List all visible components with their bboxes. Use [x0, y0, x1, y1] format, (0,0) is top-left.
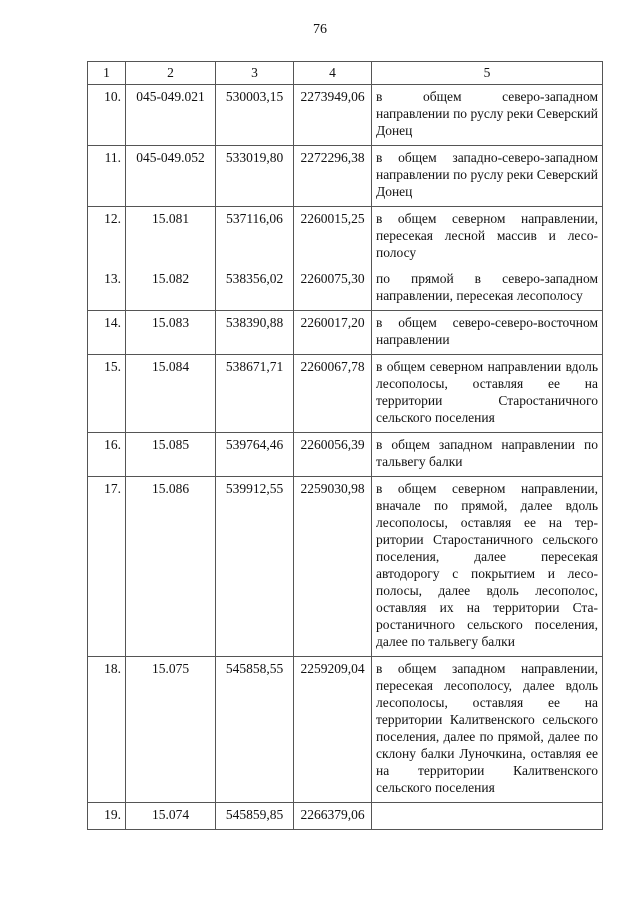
row-number-cell: 14.: [88, 311, 126, 355]
description-cell: в общем северном направлении вдоль лесополосы, оставляя ее на территории Староcтаничного сельского поселения: [372, 355, 603, 433]
description-cell: в общем западно-северо-западном направлении по руслу реки Северский Донец: [372, 146, 603, 207]
x-coordinate-cell: 538356,02: [216, 267, 294, 311]
page-number: 76: [313, 22, 327, 37]
point-code-cell: 15.074: [126, 803, 216, 830]
x-coordinate-cell: 545859,85: [216, 803, 294, 830]
description-cell: в общем северо-западном направлении по руслу реки Северский Донец: [372, 85, 603, 146]
point-code-cell: 15.083: [126, 311, 216, 355]
table-row: [88, 85, 603, 146]
row-number-cell: 12.: [88, 207, 126, 268]
y-coordinate-cell: 2260015,25: [294, 207, 372, 268]
y-coordinate-cell: 2260067,78: [294, 355, 372, 433]
table-row: [88, 355, 603, 433]
table-row: [88, 657, 603, 803]
x-coordinate-cell: 537116,06: [216, 207, 294, 268]
point-code-cell: 045-049.021: [126, 85, 216, 146]
y-coordinate-cell: 2273949,06: [294, 85, 372, 146]
column-header: 4: [294, 62, 372, 85]
description-cell: в общем северном направлении, пересекая лесной массив и лесополосу: [372, 207, 603, 268]
y-coordinate-cell: 2260017,20: [294, 311, 372, 355]
point-code-cell: 15.081: [126, 207, 216, 268]
point-code-cell: 15.086: [126, 477, 216, 657]
row-number-cell: 17.: [88, 477, 126, 657]
point-code-cell: 15.075: [126, 657, 216, 803]
x-coordinate-cell: 530003,15: [216, 85, 294, 146]
y-coordinate-cell: 2266379,06: [294, 803, 372, 830]
row-number-cell: 15.: [88, 355, 126, 433]
row-number-cell: 11.: [88, 146, 126, 207]
description-cell: в общем северо-северо-восточном направлении: [372, 311, 603, 355]
description-cell: по прямой в северо-западном направлении, пересекая лесополосу: [372, 267, 603, 311]
description-cell: в общем западном направлении по тальвегу балки: [372, 433, 603, 477]
row-number-cell: 13.: [88, 267, 126, 311]
table-row: [88, 311, 603, 355]
x-coordinate-cell: 538671,71: [216, 355, 294, 433]
point-code-cell: 15.082: [126, 267, 216, 311]
table-row: [88, 803, 603, 830]
row-number-cell: 19.: [88, 803, 126, 830]
point-code-cell: 15.085: [126, 433, 216, 477]
y-coordinate-cell: 2260075,30: [294, 267, 372, 311]
x-coordinate-cell: 545858,55: [216, 657, 294, 803]
x-coordinate-cell: 539764,46: [216, 433, 294, 477]
y-coordinate-cell: 2260056,39: [294, 433, 372, 477]
y-coordinate-cell: 2259209,04: [294, 657, 372, 803]
table-row: [88, 267, 603, 311]
column-header: 1: [88, 62, 126, 85]
row-number-cell: 18.: [88, 657, 126, 803]
table-header-row: [88, 62, 603, 85]
point-code-cell: 15.084: [126, 355, 216, 433]
description-cell: в общем западном направлении, пересекая лесополосу, далее вдоль лесополосы, оставляя ее на территории Калитвенского сельского поселения, далее по прямой, далее по склону балки Луночкина, оставляя ее на территории Калитвенского сельского поселения: [372, 657, 603, 803]
boundary-table: [87, 61, 603, 830]
column-header: 3: [216, 62, 294, 85]
point-code-cell: 045-049.052: [126, 146, 216, 207]
y-coordinate-cell: 2259030,98: [294, 477, 372, 657]
table-row: [88, 146, 603, 207]
row-number-cell: 10.: [88, 85, 126, 146]
table-row: [88, 477, 603, 657]
column-header: 5: [372, 62, 603, 85]
description-cell: в общем северном направлении, вначале по прямой, далее вдоль лесополосы, оставляя ее на территории Старостаничного сельского поселения, далее пересекая автодорогу с покрытием и лесополосы, далее вдоль лесополос, оставляя их на территории Старостаничного сельского поселения, далее по тальвегу балки: [372, 477, 603, 657]
x-coordinate-cell: 538390,88: [216, 311, 294, 355]
y-coordinate-cell: 2272296,38: [294, 146, 372, 207]
x-coordinate-cell: 533019,80: [216, 146, 294, 207]
column-header: 2: [126, 62, 216, 85]
table-row: [88, 207, 603, 268]
x-coordinate-cell: 539912,55: [216, 477, 294, 657]
description-cell: [372, 803, 603, 830]
row-number-cell: 16.: [88, 433, 126, 477]
table-row: [88, 433, 603, 477]
